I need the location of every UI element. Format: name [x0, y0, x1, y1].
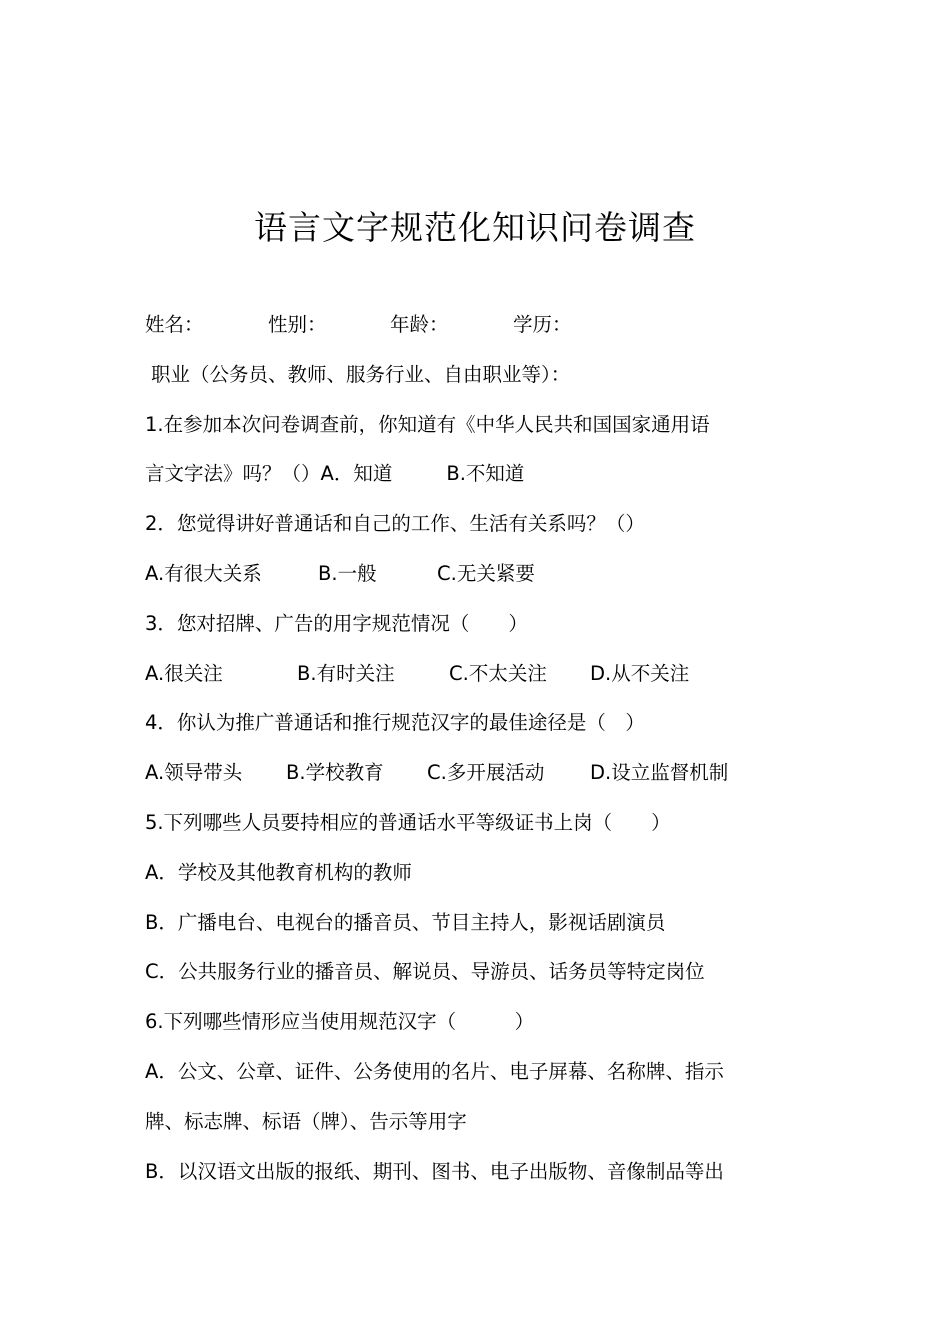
question-6-text: 6.下列哪些情形应当使用规范汉字（ ） [145, 1010, 535, 1034]
age-label: 年龄： [390, 313, 449, 336]
question-3-option-c: C.不太关注 [449, 661, 547, 685]
question-2-options [145, 549, 815, 599]
question-2-text: 2．您觉得讲好普通话和自己的工作、生活有关系吗？（） [145, 512, 645, 536]
question-6-option-a-line-1: A．公文、公章、证件、公务使用的名片、电子屏幕、名称牌、指示 [145, 1059, 724, 1083]
question-1-option-a: 言文字法》吗？（）A．知道 [145, 462, 393, 486]
page-title: 语言文字规范化知识问卷调查 [254, 208, 696, 247]
question-1-option-b: B.不知道 [446, 462, 525, 486]
question-3-option-b: B.有时关注 [297, 661, 395, 685]
question-6-option-b-line-1: B．以汉语文出版的报纸、期刊、图书、电子出版物、音像制品等出 [145, 1159, 724, 1183]
question-6-option-a-line-2: 牌、标志牌、标语（牌）、告示等用字 [145, 1109, 467, 1133]
question-4-options [145, 748, 815, 798]
question-1-line-1: 1.在参加本次问卷调查前，你知道有《中华人民共和国国家通用语 [145, 412, 710, 436]
survey-body [145, 300, 815, 1196]
question-5-text: 5.下列哪些人员要持相应的普通话水平等级证书上岗（ ） [145, 810, 671, 834]
personal-info-line [145, 300, 815, 350]
question-4-option-d: D.设立监督机制 [590, 761, 729, 785]
question-5-option-b: B．广播电台、电视台的播音员、节目主持人，影视话剧演员 [145, 910, 666, 934]
question-3-options [145, 649, 815, 699]
question-5-option-a: A．学校及其他教育机构的教师 [145, 860, 412, 884]
question-1-line-2 [145, 449, 815, 499]
question-4-text: 4．你认为推广普通话和推行规范汉字的最佳途径是（ ） [145, 711, 645, 735]
question-3-option-a: A.很关注 [145, 661, 223, 685]
gender-label: 性别： [268, 313, 327, 336]
question-5-option-c: C．公共服务行业的播音员、解说员、导游员、话务员等特定岗位 [145, 960, 705, 984]
question-2-option-b: B.一般 [318, 561, 377, 585]
question-2-option-c: C.无关紧要 [437, 561, 535, 585]
name-label: 姓名： [145, 313, 204, 336]
question-4-option-a: A.领导带头 [145, 761, 243, 785]
education-label: 学历： [513, 313, 572, 336]
question-2-option-a: A.有很大关系 [145, 561, 262, 585]
question-4-option-c: C.多开展活动 [427, 761, 545, 785]
occupation-label: 职业（公务员、教师、服务行业、自由职业等）： [151, 362, 571, 386]
question-3-text: 3．您对招牌、广告的用字规范情况（ ） [145, 611, 528, 635]
question-4-option-b: B.学校教育 [286, 761, 384, 785]
question-3-option-d: D.从不关注 [590, 661, 690, 685]
